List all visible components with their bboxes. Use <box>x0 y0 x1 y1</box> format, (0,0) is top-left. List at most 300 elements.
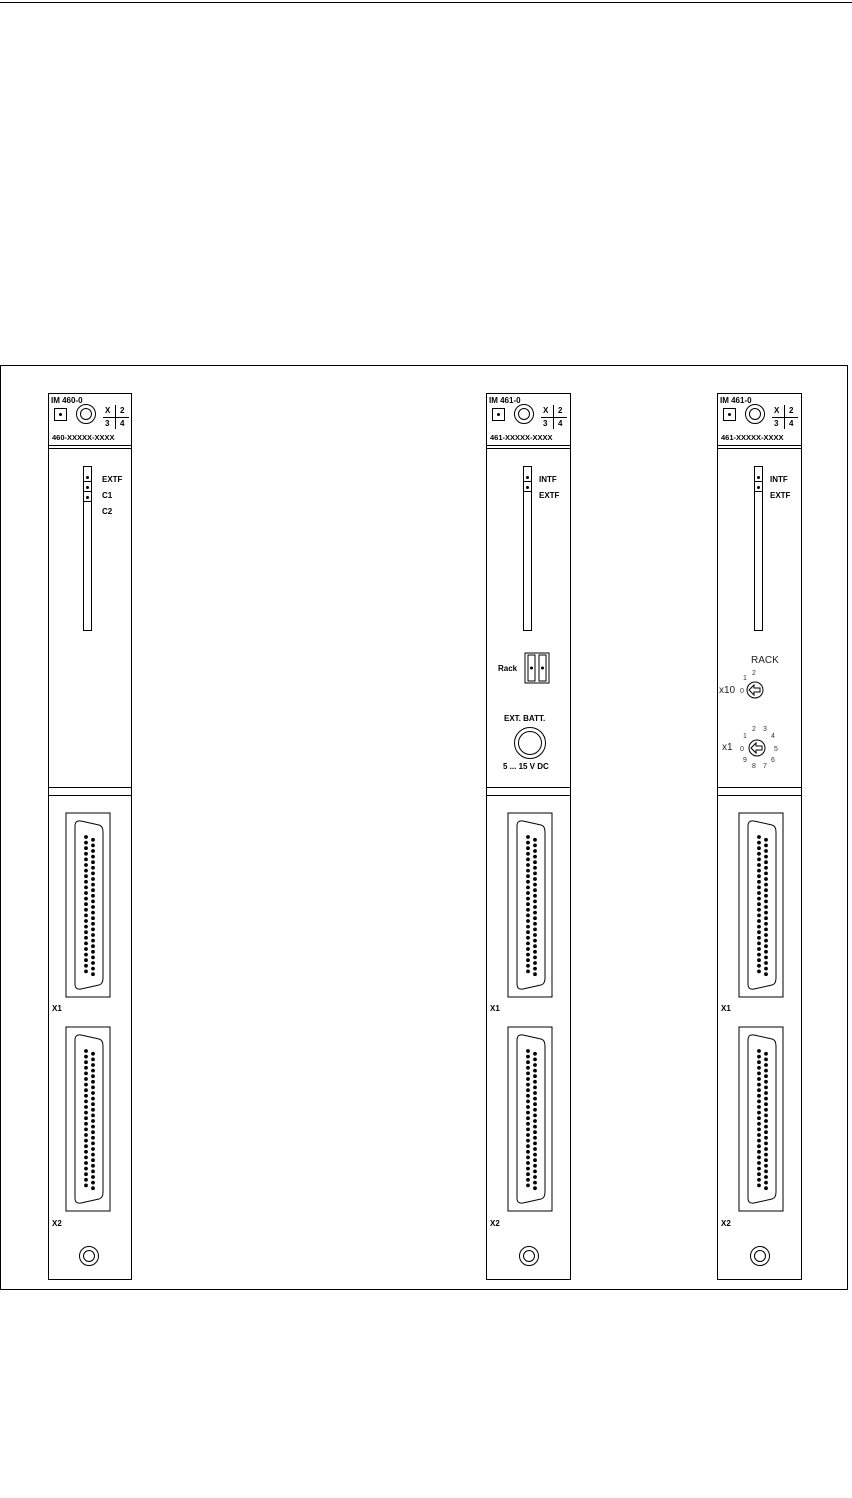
connector-pins <box>526 835 537 976</box>
led-extf <box>755 483 762 492</box>
connector-pin <box>84 1072 88 1076</box>
connector-pin <box>526 841 530 845</box>
connector-pin <box>764 911 768 915</box>
header-separator-2 <box>718 448 801 449</box>
connector-pin <box>533 866 537 870</box>
connector-pin <box>533 888 537 892</box>
connector-pin <box>757 858 761 862</box>
connector-pin <box>533 894 537 898</box>
connector-pin <box>91 900 95 904</box>
connector-pin <box>757 880 761 884</box>
connector-pin <box>764 1080 768 1084</box>
module-serial: 461-XXXXX-XXXX <box>721 433 784 442</box>
connector-pin <box>526 852 530 856</box>
x1-digit-3: 3 <box>763 726 767 733</box>
connector-pin <box>757 908 761 912</box>
connector-pin <box>84 852 88 856</box>
connector-pin <box>533 855 537 859</box>
connector-pin <box>533 1102 537 1106</box>
connector-pin <box>526 1122 530 1126</box>
connector-pin <box>526 947 530 951</box>
connector-pin <box>84 1077 88 1081</box>
connector-pin <box>533 916 537 920</box>
connector-pin <box>91 1091 95 1095</box>
module-serial: 461-XXXXX-XXXX <box>490 433 553 442</box>
connector-pin <box>526 858 530 862</box>
connector-pin <box>533 1186 537 1190</box>
connector-pin <box>533 972 537 976</box>
connector-pin <box>533 1080 537 1084</box>
connector-pin <box>84 930 88 934</box>
rack-label: RACK <box>751 655 779 666</box>
connector-pin <box>91 1181 95 1185</box>
connector-pin <box>757 1178 761 1182</box>
connector-pins <box>757 1049 768 1190</box>
led-intf <box>755 473 762 482</box>
connector-pin <box>757 846 761 850</box>
connector-pin <box>533 905 537 909</box>
module-model: IM 460-0 <box>51 396 83 405</box>
connector-pin <box>84 908 88 912</box>
header-separator <box>487 445 570 446</box>
rack-jumper[interactable] <box>524 652 550 684</box>
connector-pin <box>526 936 530 940</box>
connector-pin <box>526 953 530 957</box>
connector-pin <box>91 855 95 859</box>
connector-pin <box>757 863 761 867</box>
connector-pin <box>757 1111 761 1115</box>
connector-pin <box>84 1066 88 1070</box>
xgrid-3: 3 <box>105 419 110 428</box>
connector-pin <box>533 911 537 915</box>
connector-pin <box>91 928 95 932</box>
connector-pin <box>91 1097 95 1101</box>
connector-pin <box>533 1069 537 1073</box>
connector-pin <box>84 970 88 974</box>
xgrid-4: 4 <box>789 419 794 428</box>
connector-x1[interactable] <box>738 812 784 998</box>
connector-pin <box>91 1058 95 1062</box>
led-c1 <box>84 483 91 492</box>
connector-pin <box>91 972 95 976</box>
led-intf <box>524 473 531 482</box>
connector-pin <box>757 1066 761 1070</box>
xgrid-divider-h <box>541 417 567 418</box>
connector-pin <box>84 835 88 839</box>
connector-pin <box>526 886 530 890</box>
connector-pin <box>764 1147 768 1151</box>
reset-knob[interactable] <box>514 404 534 424</box>
connector-pin <box>533 961 537 965</box>
connector-pin <box>757 947 761 951</box>
connector-pin <box>757 1072 761 1076</box>
connector-pin <box>91 1119 95 1123</box>
connector-pin <box>757 1088 761 1092</box>
connector-pin <box>764 905 768 909</box>
connector-pin <box>764 1102 768 1106</box>
connector-pin <box>764 844 768 848</box>
xgrid-2: 2 <box>120 406 125 415</box>
led-strip <box>83 466 92 631</box>
led-strip <box>523 466 532 631</box>
connector-pin <box>526 874 530 878</box>
connector-label-x1: X1 <box>52 1004 62 1013</box>
connector-pin <box>91 1153 95 1157</box>
connector-pin <box>764 1153 768 1157</box>
rotary-switch-x10[interactable] <box>736 666 786 708</box>
connector-pin <box>84 925 88 929</box>
xgrid-4: 4 <box>558 419 563 428</box>
connector-pin <box>757 1133 761 1137</box>
connector-pin <box>91 1164 95 1168</box>
connector-pin <box>757 1049 761 1053</box>
connector-pin <box>757 1128 761 1132</box>
connector-pin <box>526 1133 530 1137</box>
connector-pin <box>91 838 95 842</box>
xgrid-2: 2 <box>558 406 563 415</box>
connector-pin <box>526 835 530 839</box>
connector-pin <box>533 944 537 948</box>
connector-pin <box>533 956 537 960</box>
connector-pin <box>84 1144 88 1148</box>
ext-batt-socket[interactable] <box>514 727 546 759</box>
connector-pin <box>764 928 768 932</box>
connector-pin <box>84 841 88 845</box>
connector-pin <box>757 841 761 845</box>
led-extf <box>524 483 531 492</box>
connector-pin <box>764 916 768 920</box>
connector-pin <box>526 1077 530 1081</box>
connector-pin <box>84 1128 88 1132</box>
connector-pin <box>84 1184 88 1188</box>
connector-pin <box>84 1156 88 1160</box>
connector-pin <box>757 835 761 839</box>
led-label-extf: EXTF <box>539 491 560 500</box>
module-im461-jumper <box>486 393 571 1280</box>
connector-pin <box>533 1074 537 1078</box>
connector-pin <box>84 846 88 850</box>
connector-pin <box>764 855 768 859</box>
connector-pin <box>91 860 95 864</box>
connector-pin <box>757 891 761 895</box>
connector-pin <box>526 1100 530 1104</box>
connector-pin <box>526 846 530 850</box>
connector-pin <box>526 964 530 968</box>
connector-pin <box>764 894 768 898</box>
xgrid-divider-h <box>772 417 798 418</box>
connector-pin <box>757 925 761 929</box>
connector-pin <box>533 1175 537 1179</box>
module-serial: 460-XXXXX-XXXX <box>52 433 115 442</box>
connector-pin <box>533 860 537 864</box>
ext-batt-voltage: 5 ... 15 V DC <box>503 762 549 771</box>
panel-separator <box>487 787 570 788</box>
connector-pin <box>757 930 761 934</box>
led-label-extf: EXTF <box>770 491 791 500</box>
header-separator-2 <box>49 448 131 449</box>
connector-pin <box>764 1181 768 1185</box>
connector-pin <box>91 849 95 853</box>
connector-pin <box>533 939 537 943</box>
connector-pin <box>533 877 537 881</box>
connector-pin <box>533 1170 537 1174</box>
connector-pin <box>526 1128 530 1132</box>
connector-pin <box>757 1116 761 1120</box>
mounting-screw <box>750 1246 770 1266</box>
panel-separator-2 <box>49 795 131 796</box>
page-top-rule <box>0 2 852 3</box>
connector-pins <box>526 1049 537 1190</box>
connector-pin <box>764 883 768 887</box>
connector-pin <box>91 939 95 943</box>
connector-pin <box>84 947 88 951</box>
connector-label-x2: X2 <box>721 1219 731 1228</box>
connector-pin <box>84 1167 88 1171</box>
connector-pin <box>757 936 761 940</box>
connector-pin <box>764 972 768 976</box>
connector-pin <box>533 1086 537 1090</box>
connector-x2[interactable] <box>65 1026 111 1212</box>
connector-pin <box>533 1147 537 1151</box>
connector-pin <box>757 1055 761 1059</box>
connector-label-x2: X2 <box>52 1219 62 1228</box>
connector-pin <box>533 1158 537 1162</box>
x1-digit-6: 6 <box>771 757 775 764</box>
connector-pin <box>91 1074 95 1078</box>
connector-pin <box>764 1142 768 1146</box>
connector-pin <box>533 1130 537 1134</box>
connector-pin <box>757 1139 761 1143</box>
x1-digit-1: 1 <box>743 733 747 740</box>
connector-pin <box>764 1158 768 1162</box>
panel-separator <box>718 787 801 788</box>
led-label-c1: C1 <box>102 491 113 500</box>
connector-pin <box>526 1049 530 1053</box>
connector-pin <box>764 961 768 965</box>
connector-pin <box>526 1172 530 1176</box>
connector-pin <box>91 1086 95 1090</box>
connector-pin <box>764 922 768 926</box>
connector-pin <box>533 844 537 848</box>
connector-pin <box>526 1083 530 1087</box>
connector-pin <box>757 869 761 873</box>
connector-pin <box>533 1091 537 1095</box>
connector-pin <box>757 942 761 946</box>
connector-pin <box>764 1097 768 1101</box>
xgrid-x: X <box>543 406 549 415</box>
connector-pin <box>84 942 88 946</box>
connector-pin <box>526 891 530 895</box>
x1-label: x1 <box>722 742 733 753</box>
connector-pin <box>764 950 768 954</box>
connector-pin <box>533 928 537 932</box>
led-strip <box>754 466 763 631</box>
xgrid-3: 3 <box>774 419 779 428</box>
connector-pin <box>764 838 768 842</box>
reset-knob[interactable] <box>76 404 96 424</box>
connector-pin <box>764 860 768 864</box>
connector-pin <box>757 902 761 906</box>
reset-knob[interactable] <box>745 404 765 424</box>
connector-pin <box>757 964 761 968</box>
connector-pin <box>764 1164 768 1168</box>
connector-pin <box>526 1167 530 1171</box>
status-button[interactable] <box>54 408 67 421</box>
connector-pin <box>526 1088 530 1092</box>
connector-x1[interactable] <box>507 812 553 998</box>
connector-pin <box>91 1069 95 1073</box>
connector-pin <box>764 1091 768 1095</box>
status-button[interactable] <box>492 408 505 421</box>
connector-pin <box>526 1055 530 1059</box>
header-separator-2 <box>487 448 570 449</box>
mounting-screw <box>519 1246 539 1266</box>
x1-digit-7: 7 <box>763 763 767 770</box>
connector-pin <box>91 1052 95 1056</box>
connector-pin <box>764 1069 768 1073</box>
connector-pin <box>757 958 761 962</box>
connector-pin <box>84 1133 88 1137</box>
module-im460 <box>48 393 132 1280</box>
connector-pins <box>84 835 95 976</box>
header-separator <box>718 445 801 446</box>
connector-pin <box>84 1083 88 1087</box>
connector-pin <box>84 902 88 906</box>
connector-pin <box>84 1094 88 1098</box>
connector-pin <box>84 1161 88 1165</box>
connector-pin <box>526 1094 530 1098</box>
connector-pin <box>764 1086 768 1090</box>
connector-pin <box>533 849 537 853</box>
connector-pin <box>84 914 88 918</box>
connector-pin <box>533 1108 537 1112</box>
connector-pin <box>91 1125 95 1129</box>
connector-pin <box>84 1049 88 1053</box>
connector-pin <box>757 1122 761 1126</box>
connector-pin <box>533 1181 537 1185</box>
connector-pin <box>757 1060 761 1064</box>
connector-pin <box>764 849 768 853</box>
connector-pin <box>526 1111 530 1115</box>
connector-pin <box>757 897 761 901</box>
connector-pin <box>84 1111 88 1115</box>
x1-digit-9: 9 <box>743 757 747 764</box>
status-button[interactable] <box>723 408 736 421</box>
connector-pin <box>91 1130 95 1134</box>
connector-pin <box>91 1158 95 1162</box>
connector-pin <box>84 897 88 901</box>
connector-pin <box>84 858 88 862</box>
connector-pin <box>533 933 537 937</box>
connector-x1[interactable] <box>65 812 111 998</box>
connector-pin <box>757 1077 761 1081</box>
connector-pin <box>533 967 537 971</box>
connector-pin <box>757 1161 761 1165</box>
connector-pin <box>91 1147 95 1151</box>
panel-separator <box>49 787 131 788</box>
xgrid-2: 2 <box>789 406 794 415</box>
connector-pin <box>91 888 95 892</box>
connector-x2[interactable] <box>738 1026 784 1212</box>
connector-pin <box>84 1116 88 1120</box>
connector-pin <box>84 1172 88 1176</box>
connector-pin <box>91 1108 95 1112</box>
connector-pin <box>91 967 95 971</box>
connector-pin <box>91 944 95 948</box>
connector-pin <box>764 1125 768 1129</box>
connector-pin <box>84 964 88 968</box>
connector-pin <box>757 1083 761 1087</box>
connector-pin <box>526 1184 530 1188</box>
connector-pin <box>526 942 530 946</box>
panel-separator-2 <box>718 795 801 796</box>
connector-pin <box>533 950 537 954</box>
connector-pin <box>526 1156 530 1160</box>
connector-pin <box>533 1063 537 1067</box>
connector-pin <box>757 970 761 974</box>
connector-pin <box>764 900 768 904</box>
connector-pin <box>526 1116 530 1120</box>
connector-pin <box>526 1150 530 1154</box>
connector-pin <box>757 919 761 923</box>
x10-digit-2: 2 <box>752 670 756 677</box>
led-label-intf: INTF <box>770 475 788 484</box>
connector-pin <box>533 1052 537 1056</box>
x1-digit-8: 8 <box>752 763 756 770</box>
connector-pin <box>526 919 530 923</box>
x10-digit-1: 1 <box>743 675 747 682</box>
xgrid-3: 3 <box>543 419 548 428</box>
connector-pin <box>764 1074 768 1078</box>
connector-pin <box>91 883 95 887</box>
mounting-screw <box>79 1246 99 1266</box>
connector-pin <box>764 1186 768 1190</box>
connector-pin <box>526 869 530 873</box>
connector-pin <box>91 1136 95 1140</box>
connector-pin <box>764 967 768 971</box>
connector-pin <box>533 1142 537 1146</box>
connector-x2[interactable] <box>507 1026 553 1212</box>
connector-pin <box>84 880 88 884</box>
connector-pin <box>84 958 88 962</box>
connector-pin <box>91 905 95 909</box>
rotary-switch-x1[interactable] <box>738 721 792 773</box>
connector-pin <box>526 1144 530 1148</box>
connector-pin <box>84 936 88 940</box>
connector-pin <box>91 933 95 937</box>
x1-digit-2: 2 <box>752 726 756 733</box>
connector-pin <box>91 866 95 870</box>
connector-pin <box>533 1058 537 1062</box>
connector-label-x1: X1 <box>490 1004 500 1013</box>
x10-label: x10 <box>719 685 736 696</box>
connector-pin <box>533 1119 537 1123</box>
xgrid-divider-h <box>103 417 129 418</box>
led-label-intf: INTF <box>539 475 557 484</box>
connector-pin <box>526 880 530 884</box>
connector-pin <box>91 956 95 960</box>
connector-pin <box>91 1175 95 1179</box>
module-model: IM 461-0 <box>720 396 752 405</box>
connector-pin <box>526 1060 530 1064</box>
led-label-c2: C2 <box>102 507 113 516</box>
connector-pin <box>757 1094 761 1098</box>
connector-pin <box>91 922 95 926</box>
module-model: IM 461-0 <box>489 396 521 405</box>
connector-pin <box>764 888 768 892</box>
connector-pin <box>533 900 537 904</box>
connector-pin <box>526 1105 530 1109</box>
